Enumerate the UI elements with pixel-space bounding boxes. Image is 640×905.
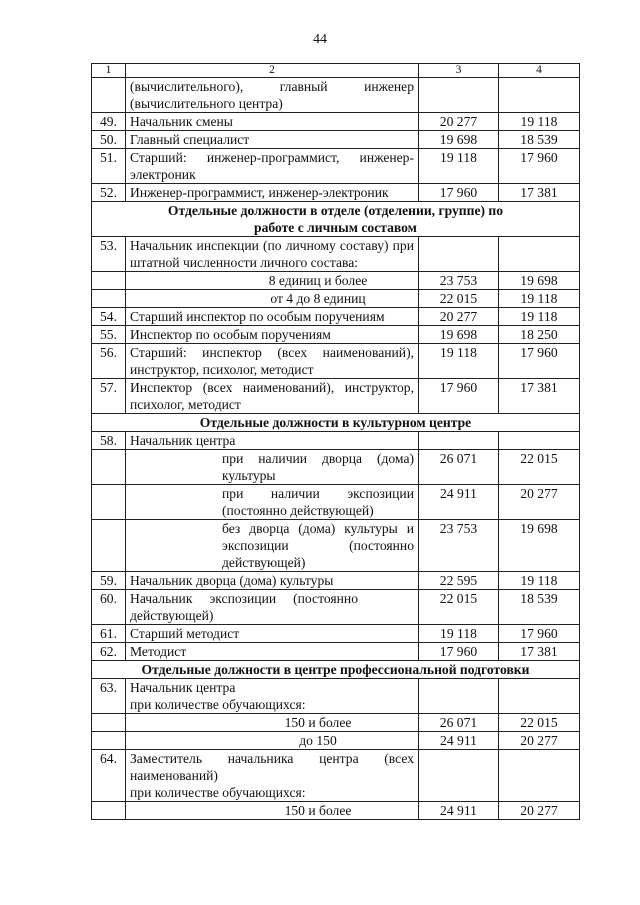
table-row [92,432,580,450]
table-row [92,344,580,379]
row-value-3: 23 753 [419,272,499,290]
row-number: 61. [92,625,126,643]
table-row [92,643,580,661]
row-desc: Методист [126,643,419,661]
row-desc: Главный специалист [126,131,419,149]
row-desc: без дворца (дома) культуры и экспозиции (постоянно действующей) [222,521,414,570]
row-value-4: 19 118 [499,113,580,131]
row-desc: от 4 до 8 единиц [270,291,366,306]
row-value-3: 20 277 [419,113,499,131]
table-row [92,184,580,202]
row-value-4: 19 118 [499,290,580,308]
row-value-3: 23 753 [419,520,499,572]
row-number: 54. [92,308,126,326]
table-row [92,714,580,732]
table-row [92,113,580,131]
row-desc: при наличии дворца (дома) культуры [222,451,414,483]
salary-table [91,63,580,820]
section-heading: Отдельные должности в отделе (отделении, группе) по работе с личным составом [92,202,580,237]
row-value-3: 24 911 [419,485,499,520]
row-value-3: 19 698 [419,326,499,344]
row-number: 64. [92,750,126,802]
section-row [92,414,580,432]
row-number: 51. [92,149,126,184]
table-row [92,625,580,643]
row-value-3: 22 595 [419,572,499,590]
table-header-row [92,64,580,78]
row-number: 52. [92,184,126,202]
section-row [92,661,580,679]
table-row [92,679,580,714]
row-desc: Инспектор (всех наименований), инструктор, психолог, методист [126,379,419,414]
row-value-4: 22 015 [499,714,580,732]
row-value-3: 19 118 [419,344,499,379]
row-value-4: 19 118 [499,308,580,326]
row-value-4: 19 118 [499,572,580,590]
table-row [92,802,580,820]
row-desc: 150 и более [284,715,352,730]
table-row [92,149,580,184]
table-row [92,572,580,590]
table-row [92,732,580,750]
row-value-3: 17 960 [419,184,499,202]
row-value-4: 19 698 [499,272,580,290]
row-number: 53. [92,237,126,272]
row-number: 57. [92,379,126,414]
col-header-3: 3 [419,64,499,78]
row-value-3: 22 015 [419,590,499,625]
row-number: 55. [92,326,126,344]
row-desc: Старший: инспектор (всех наименований), инструктор, психолог, методист [126,344,419,379]
row-value-3: 17 960 [419,379,499,414]
row-value-4: 18 539 [499,131,580,149]
table-row [92,485,580,520]
row-desc: (вычислительного), главный инженер (вычислительного центра) [126,78,419,113]
table-row [92,520,580,572]
row-value-4: 20 277 [499,485,580,520]
row-value-3: 17 960 [419,643,499,661]
row-desc: Инспектор по особым поручениям [126,326,419,344]
row-value-3: 24 911 [419,802,499,820]
row-number: 60. [92,590,126,625]
row-desc: Начальник экспозиции (постоянно действующей) [126,590,419,625]
row-value-3: 26 071 [419,714,499,732]
section-heading: Отдельные должности в культурном центре [92,414,580,432]
row-desc-sub: при количестве обучающихся: [130,785,306,800]
row-value-4: 19 698 [499,520,580,572]
table-row [92,750,580,802]
row-desc: Начальник смены [126,113,419,131]
row-value-4: 17 381 [499,379,580,414]
row-desc: 150 и более [284,803,352,818]
row-value-4: 17 381 [499,184,580,202]
row-value-3: 19 118 [419,625,499,643]
row-desc: Инженер-программист, инженер-электроник [126,184,419,202]
table-row [92,450,580,485]
table-row [92,78,580,113]
row-desc: Старший методист [126,625,419,643]
row-value-4: 17 960 [499,149,580,184]
table-row [92,308,580,326]
col-header-4: 4 [499,64,580,78]
row-desc: Начальник дворца (дома) культуры [126,572,419,590]
row-desc: Начальник центра [130,680,236,695]
row-desc: до 150 [299,733,337,748]
row-value-4: 17 960 [499,625,580,643]
table-row [92,272,580,290]
row-value-4: 17 960 [499,344,580,379]
row-desc: Начальник центра [126,432,419,450]
row-value-3: 22 015 [419,290,499,308]
row-number: 58. [92,432,126,450]
table-row [92,131,580,149]
row-number: 50. [92,131,126,149]
row-desc: Старший инспектор по особым поручениям [126,308,419,326]
row-number: 62. [92,643,126,661]
row-desc: 8 единиц и более [268,273,368,288]
table-row [92,326,580,344]
table-row [92,590,580,625]
row-number: 63. [92,679,126,714]
row-number: 59. [92,572,126,590]
row-value-4: 18 539 [499,590,580,625]
row-desc: Заместитель начальника центра (всех наименований) [130,751,414,783]
section-row [92,202,580,237]
row-value-4: 22 015 [499,450,580,485]
col-header-1: 1 [92,64,126,78]
row-value-3: 26 071 [419,450,499,485]
row-desc: при наличии экспозиции (постоянно действующей) [222,486,414,518]
row-value-3: 20 277 [419,308,499,326]
table-row [92,237,580,272]
page-number: 44 [313,32,327,47]
row-value-3: 19 698 [419,131,499,149]
row-number: 56. [92,344,126,379]
table-row [92,290,580,308]
row-desc-sub: при количестве обучающихся: [130,697,306,712]
row-desc: Старший: инженер-программист, инженер-электроник [126,149,419,184]
row-value-4: 18 250 [499,326,580,344]
table-row [92,379,580,414]
section-heading: Отдельные должности в центре профессиональной подготовки [92,661,580,679]
col-header-2: 2 [126,64,419,78]
row-value-3: 19 118 [419,149,499,184]
row-value-4: 17 381 [499,643,580,661]
row-number: 49. [92,113,126,131]
row-value-4: 20 277 [499,802,580,820]
row-value-4: 20 277 [499,732,580,750]
row-desc: Начальник инспекции (по личному составу) при штатной численности личного состава: [126,237,419,272]
row-value-3: 24 911 [419,732,499,750]
